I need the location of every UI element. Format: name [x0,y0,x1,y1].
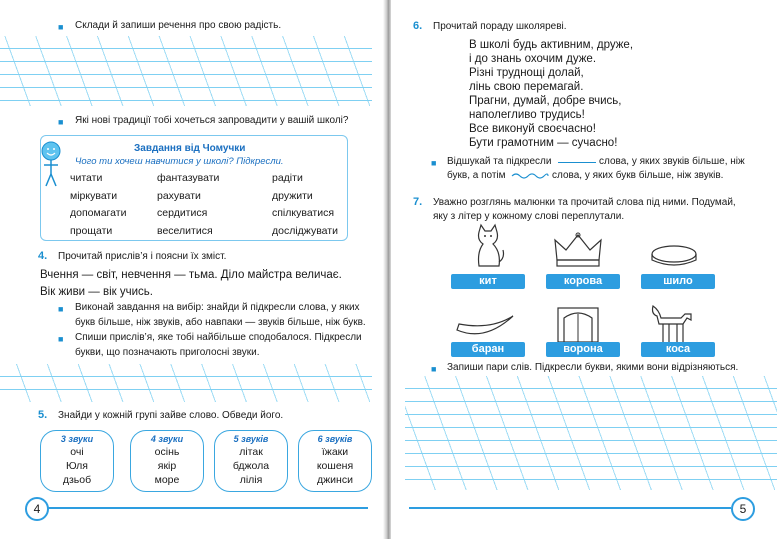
word-group-cloud [214,430,288,492]
bullet-icon: ■ [431,364,437,374]
bullet-icon: ■ [58,22,64,32]
chomuchka-word[interactable]: міркувати [70,189,118,202]
task4-bullet1-a: Виконай завдання на вибір: знайди й підкресли слова, у яких [75,302,360,313]
chomuchka-word[interactable]: сердитися [157,207,208,219]
poem [469,38,633,150]
group-word[interactable]: Юля [66,460,88,472]
poem-line: Прагни, думай, добре вчись, [469,95,622,107]
banana-icon [455,312,517,338]
task4-number: 4. [38,250,48,262]
proverb-line-2: Вік живи — вік учись. [40,286,153,298]
bullet-icon: ■ [431,158,437,168]
task4-bullet1-b: букв більше, ніж звуків, або навпаки — звуків більше, ніж букв. [75,317,366,328]
chomuchka-word[interactable]: спілкуватися [272,207,335,219]
task6-bullet-a1: Відшукай та підкресли [447,156,552,167]
picture-word-label: баран [451,342,525,357]
task7-bullet: Запиши пари слів. Підкресли букви, якими вони відрізняються. [447,362,739,373]
task4-bullet2-b: букви, що позначають приголосні звуки. [75,347,260,358]
chomuchka-subtitle: Чого ти хочеш навчитися у школі? Підкресли. [75,156,284,167]
poem-line: Все виконуй своєчасно! [469,123,596,135]
writing-lines-3[interactable] [405,376,777,490]
group-heading: 3 звуки [60,434,94,444]
task6-title: Прочитай пораду школяреві. [433,21,567,32]
word-group-cloud [40,430,114,492]
writing-lines-1[interactable] [0,36,372,106]
picture-word-label: кит [451,274,525,289]
task6-bullet-b1: букв, а потім [447,170,506,181]
group-word[interactable]: кошеня [316,460,354,472]
task5-title: Знайди у кожній групі зайве слово. Обведи його. [58,410,284,421]
poem-line: Бути грамотним — сучасно! [469,137,618,149]
chomuchka-word[interactable]: фантазувати [157,172,220,184]
cat-icon [471,222,505,270]
poem-line: Різні труднощі долай, [469,67,584,79]
writing-lines-2[interactable] [0,364,372,402]
page-bottom-line [409,507,731,509]
picture-word-label: корова [546,274,620,289]
group-word[interactable]: бджола [232,460,270,472]
group-word[interactable]: їжаки [321,446,349,458]
poem-line: наполегливо трудись! [469,109,585,121]
pie-icon [649,240,699,270]
group-heading: 5 звуків [233,434,269,444]
chomuchka-word[interactable]: рахувати [157,189,201,202]
bullet-icon: ■ [58,304,64,314]
chomuchka-word[interactable]: допомагати [70,207,127,219]
word-group-cloud [130,430,204,492]
chomuchka-word[interactable]: радіти [272,172,303,184]
right-page [391,0,777,539]
smiley-character-icon [38,140,64,188]
group-heading: 4 звуки [150,434,184,444]
task4-bullet2-a: Спиши прислів’я, яке тобі найбільше сподобалося. Підкресли [75,332,362,343]
poem-line: лінь свою перемагай. [469,81,584,93]
gate-icon [556,302,600,344]
bullet-icon: ■ [58,334,64,344]
page-bottom-line [48,507,368,509]
task7-number: 7. [413,196,423,208]
chomuchka-word[interactable]: читати [70,172,103,184]
group-word[interactable]: море [154,474,180,486]
task6-number: 6. [413,20,423,32]
group-word[interactable]: літак [239,446,263,458]
left-page [0,0,386,539]
chomuchka-title: Завдання від Чомучки [134,143,246,154]
word-group-cloud [298,430,372,492]
task1-text: Склади й запиши речення про свою радість. [75,20,282,31]
group-word[interactable]: очі [70,446,84,458]
picture-word-label: шило [641,274,715,289]
poem-line: і до знань охочим дуже. [469,53,597,65]
picture-word-label: ворона [546,342,620,357]
wavy-underline-icon [511,172,549,180]
task4-title: Прочитай прислів’я і поясни їх зміст. [58,251,227,262]
goat-icon [647,300,695,344]
task5-number: 5. [38,409,48,421]
task6-bullet-b2: слова, у яких букв більше, ніж звуків. [552,170,724,181]
crown-icon [553,232,603,268]
group-heading: 6 звуків [317,434,353,444]
task6-bullet-a2: слова, у яких звуків більше, ніж [599,156,745,167]
group-word[interactable]: дзьоб [62,474,92,486]
group-word[interactable]: якір [157,460,177,472]
picture-word-label: коса [641,342,715,357]
group-word[interactable]: лілія [239,474,263,486]
task7-title-2: яку з літер у кожному слові переплутали. [433,211,625,222]
chomuchka-word[interactable]: дружити [272,189,313,202]
page-number-right: 5 [731,497,755,521]
bullet-icon: ■ [58,117,64,127]
proverb-line-1: Вчення — світ, невчення — тьма. Діло майстра величає. [40,269,342,281]
chomuchka-word[interactable]: досліджувати [272,224,338,237]
chomuchka-word[interactable]: прощати [70,224,113,237]
straight-underline-icon [558,162,596,163]
chomuchka-word[interactable]: веселитися [157,224,213,237]
group-word[interactable]: джинси [317,474,353,486]
task2-text: Які нові традиції тобі хочеться запровадити у вашій школі? [75,115,349,126]
group-word[interactable]: осінь [154,446,180,458]
task7-title-1: Уважно розглянь малюнки та прочитай слова під ними. Подумай, [433,197,736,208]
poem-line: В школі будь активним, друже, [469,39,634,51]
page-number-left: 4 [25,497,49,521]
